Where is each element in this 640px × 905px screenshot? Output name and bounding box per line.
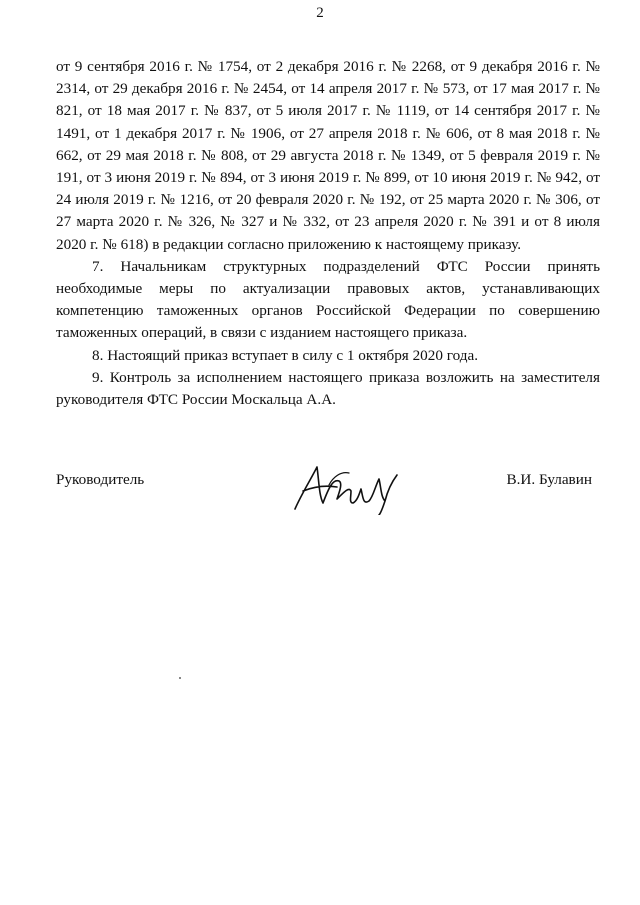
paragraph-continuation: от 9 сентября 2016 г. № 1754, от 2 декабря 2016 г. № 2268, от 9 декабря 2016 г. № 2314, от 29 декабря 2016 г. № 2454, от 14 апреля 2017 г. № 573, от 17 мая 2017 г. № 821, от 18 мая 2017 г. № 837, от 5 июля 2017 г. № 1119, от 14 сентября 2017 г. № 1491, от 1 декабря 2017 г. № 1906, от 27 апреля 2018 г. № 606, от 8 мая 2018 г. № 662, от 29 мая 2018 г. № 808, от 29 августа 2018 г. № 1349, от 5 февраля 2019 г. № 191, от 3 июня 2019 г. № 894, от 3 июня 2019 г. № 899, от 10 июня 2019 г. № 942, от 24 июля 2019 г. № 1216, от 20 февраля 2020 г. № 192, от 25 марта 2020 г. № 306, от 27 марта 2020 г. № 326, № 327 и № 332, от 23 апреля 2020 г. № 391 и от 8 июля 2020 г. № 618) в редакции согласно приложению к настоящему приказу. xyxy=(56,58,600,253)
signatory-role: Руководитель xyxy=(56,471,145,488)
signatory-name: В.И. Булавин xyxy=(506,471,592,488)
paragraph-8: 8. Настоящий приказ вступает в силу с 1 октября 2020 года. xyxy=(92,346,479,364)
paragraph-7: 7. Начальникам структурных подразделений ФТС России принять необходимые меры по актуализации правовых актов, устанавливающих компетенцию таможенных органов Российской Федерации по совершению таможенных операций, в связи с изданием настоящего приказа. xyxy=(56,257,600,342)
handwritten-signature-icon xyxy=(289,457,419,515)
scan-speck xyxy=(179,677,181,679)
paragraph-9: 9. Контроль за исполнением настоящего приказа возложить на заместителя руководителя ФТС России Москальца А.А. xyxy=(56,368,600,409)
document-body xyxy=(56,56,600,411)
signature-block xyxy=(56,471,592,531)
page-number: 2 xyxy=(316,5,324,21)
